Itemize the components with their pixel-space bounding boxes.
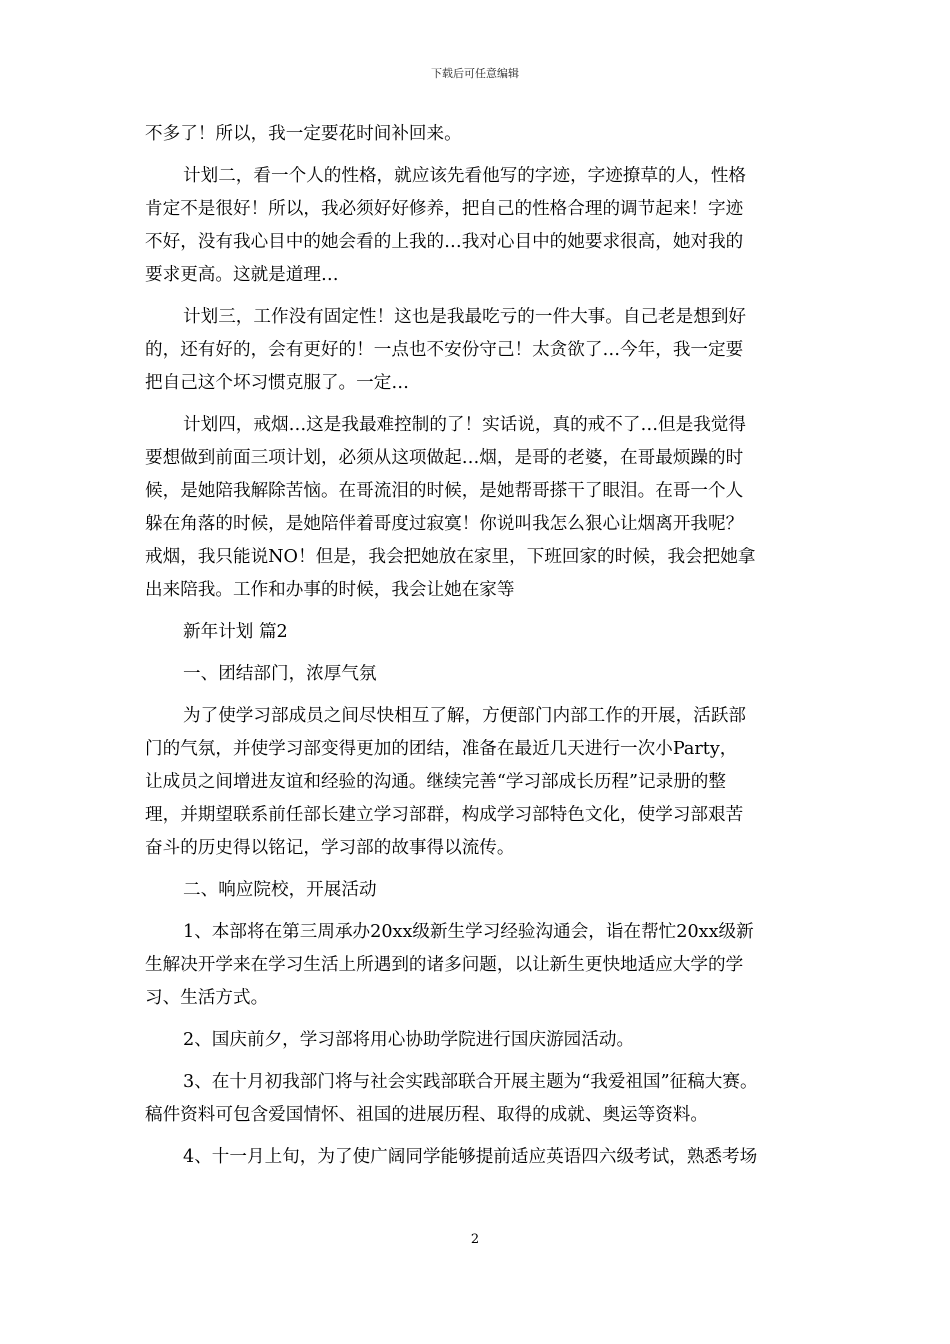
paragraph-gap — [145, 907, 815, 916]
text-line: 门的气氛，并使学习部变得更加的团结，准备在最近几天进行一次小Party， — [145, 739, 738, 759]
paragraph — [145, 1066, 815, 1132]
text-line: 理，并期望联系前任部长建立学习部群，构成学习部特色文化，使学习部艰苦 — [145, 805, 744, 825]
paragraph — [145, 301, 815, 400]
text-line: 戒烟，我只能说NO！但是，我会把她放在家里，下班回家的时候，我会把她拿 — [145, 547, 756, 567]
text-line: 不好，没有我心目中的她会看的上我的…我对心目中的她要求很高，她对我的 — [145, 232, 744, 252]
paragraph-gap — [145, 649, 815, 658]
paragraph-gap — [145, 151, 815, 160]
paragraph — [145, 160, 815, 292]
text-line: 计划三，工作没有固定性！这也是我最吃亏的一件大事。自己老是想到好 — [183, 307, 747, 327]
text-line: 生解决开学来在学习生活上所遇到的诸多问题，以让新生更快地适应大学的学 — [145, 955, 744, 975]
text-line: 躲在角落的时候，是她陪伴着哥度过寂寞！你说叫我怎么狠心让烟离开我呢？ — [145, 514, 744, 534]
paragraph-gap — [145, 1057, 815, 1066]
paragraph-gap — [145, 865, 815, 874]
text-line: 计划四，戒烟…这是我最难控制的了！实话说，真的戒不了…但是我觉得 — [183, 415, 747, 435]
text-line: 1、本部将在第三周承办20xx级新生学习经验沟通会，诣在帮忙20xx级新 — [183, 922, 754, 942]
text-line: 二、响应院校，开展活动 — [183, 880, 377, 900]
text-line: 为了使学习部成员之间尽快相互了解，方便部门内部工作的开展，活跃部 — [183, 706, 747, 726]
paragraph — [145, 1024, 815, 1057]
text-line: 稿件资料可包含爱国情怀、祖国的进展历程、取得的成就、奥运等资料。 — [145, 1105, 709, 1125]
paragraph-gap — [145, 400, 815, 409]
paragraph — [145, 916, 815, 1015]
text-line: 3、在十月初我部门将与社会实践部联合开展主题为“我爱祖国”征稿大赛。 — [183, 1072, 758, 1092]
text-line: 习、生活方式。 — [145, 988, 269, 1008]
text-line: 的，还有好的，会有更好的！一点也不安份守己！太贪欲了…今年，我一定要 — [145, 340, 744, 360]
text-line: 让成员之间增进友谊和经验的沟通。继续完善“学习部成长历程”记录册的整 — [145, 772, 726, 792]
page-number: 2 — [470, 1232, 480, 1247]
paragraph-gap — [145, 292, 815, 301]
text-line: 出来陪我。工作和办事的时候，我会让她在家等 — [145, 580, 515, 600]
paragraph — [145, 700, 815, 865]
text-line: 要求更高。这就是道理… — [145, 265, 339, 285]
document-body — [145, 118, 815, 1174]
paragraph-gap — [145, 691, 815, 700]
text-line: 候，是她陪我解除苦恼。在哥流泪的时候，是她帮哥搽干了眼泪。在哥一个人 — [145, 481, 744, 501]
text-line: 新年计划 篇2 — [183, 622, 288, 642]
paragraph — [145, 1141, 815, 1174]
text-line: 4、十一月上旬，为了使广阔同学能够提前适应英语四六级考试，熟悉考场 — [183, 1147, 758, 1167]
paragraph — [145, 616, 815, 649]
paragraph — [145, 658, 815, 691]
paragraph-gap — [145, 1132, 815, 1141]
text-line: 计划二，看一个人的性格，就应该先看他写的字迹，字迹撩草的人，性格 — [183, 166, 747, 186]
text-line: 2、国庆前夕，学习部将用心协助学院进行国庆游园活动。 — [183, 1030, 635, 1050]
text-line: 把自己这个坏习惯克服了。一定… — [145, 373, 409, 393]
page-header: 下载后可任意编辑 — [431, 67, 519, 80]
text-line: 奋斗的历史得以铭记，学习部的故事得以流传。 — [145, 838, 515, 858]
text-line: 一、团结部门，浓厚气氛 — [183, 664, 377, 684]
paragraph — [145, 874, 815, 907]
paragraph-gap — [145, 1015, 815, 1024]
text-line: 肯定不是很好！所以，我必须好好修养，把自己的性格合理的调节起来！字迹 — [145, 199, 744, 219]
paragraph — [145, 118, 815, 151]
paragraph — [145, 409, 815, 607]
text-line: 要想做到前面三项计划，必须从这项做起…烟，是哥的老婆，在哥最烦躁的时 — [145, 448, 744, 468]
paragraph-gap — [145, 607, 815, 616]
text-line: 不多了！所以，我一定要花时间补回来。 — [145, 124, 462, 144]
